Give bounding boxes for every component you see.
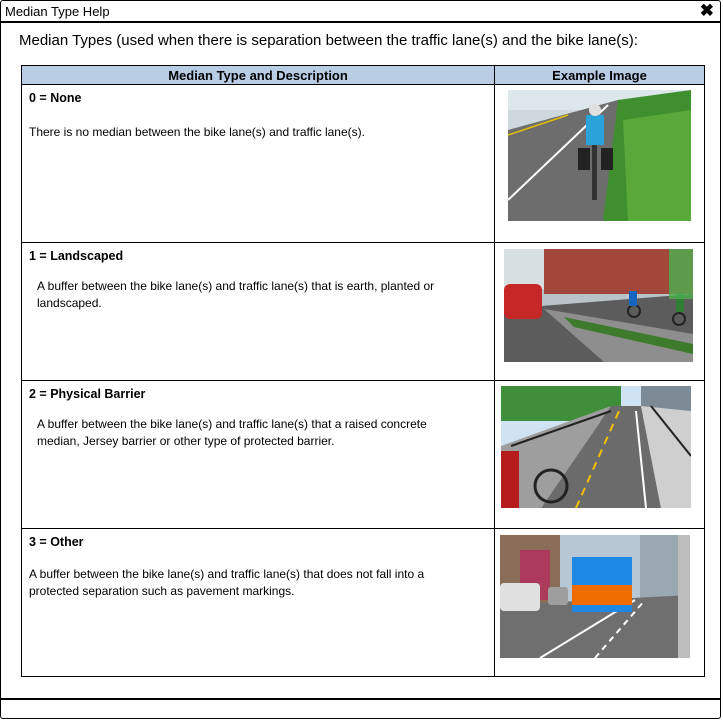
example-image-cell — [495, 243, 705, 381]
row-title: 2 = Physical Barrier — [29, 387, 146, 401]
median-types-table — [21, 65, 705, 677]
footer-divider — [1, 698, 720, 700]
table-header-row — [22, 66, 705, 85]
header-example-image: Example Image — [495, 66, 705, 85]
example-image-cell — [495, 85, 705, 243]
intro-text: Median Types (used when there is separation between the traffic lane(s) and the bike lane(s): — [19, 32, 638, 49]
row-title: 0 = None — [29, 91, 82, 105]
table-row — [22, 529, 705, 677]
table-row — [22, 243, 705, 381]
row-description-cell — [22, 381, 495, 529]
window-title: Median Type Help — [5, 4, 110, 19]
example-image-physical-barrier — [501, 386, 691, 508]
row-description-cell — [22, 529, 495, 677]
example-image-none — [508, 90, 691, 221]
example-image-cell — [495, 529, 705, 677]
title-bar — [1, 1, 720, 23]
example-image-other — [500, 535, 690, 658]
row-description: There is no median between the bike lane(s) and traffic lane(s). — [29, 125, 365, 139]
row-description: A buffer between the bike lane(s) and traffic lane(s) that a raised concrete median, Jersey barrier or other type of protected barrier. — [37, 417, 427, 448]
row-description-cell — [22, 243, 495, 381]
row-title: 1 = Landscaped — [29, 249, 124, 263]
row-title: 3 = Other — [29, 535, 84, 549]
example-image-cell — [495, 381, 705, 529]
row-description-cell — [22, 85, 495, 243]
table-row — [22, 85, 705, 243]
close-icon[interactable]: ✖ — [699, 1, 714, 20]
row-description: A buffer between the bike lane(s) and traffic lane(s) that is earth, planted or landscaped. — [37, 279, 435, 310]
table-row — [22, 381, 705, 529]
header-median-type: Median Type and Description — [22, 66, 495, 85]
example-image-landscaped — [504, 249, 693, 362]
row-description: A buffer between the bike lane(s) and traffic lane(s) that does not fall into a protected separation such as pavement markings. — [29, 567, 425, 598]
